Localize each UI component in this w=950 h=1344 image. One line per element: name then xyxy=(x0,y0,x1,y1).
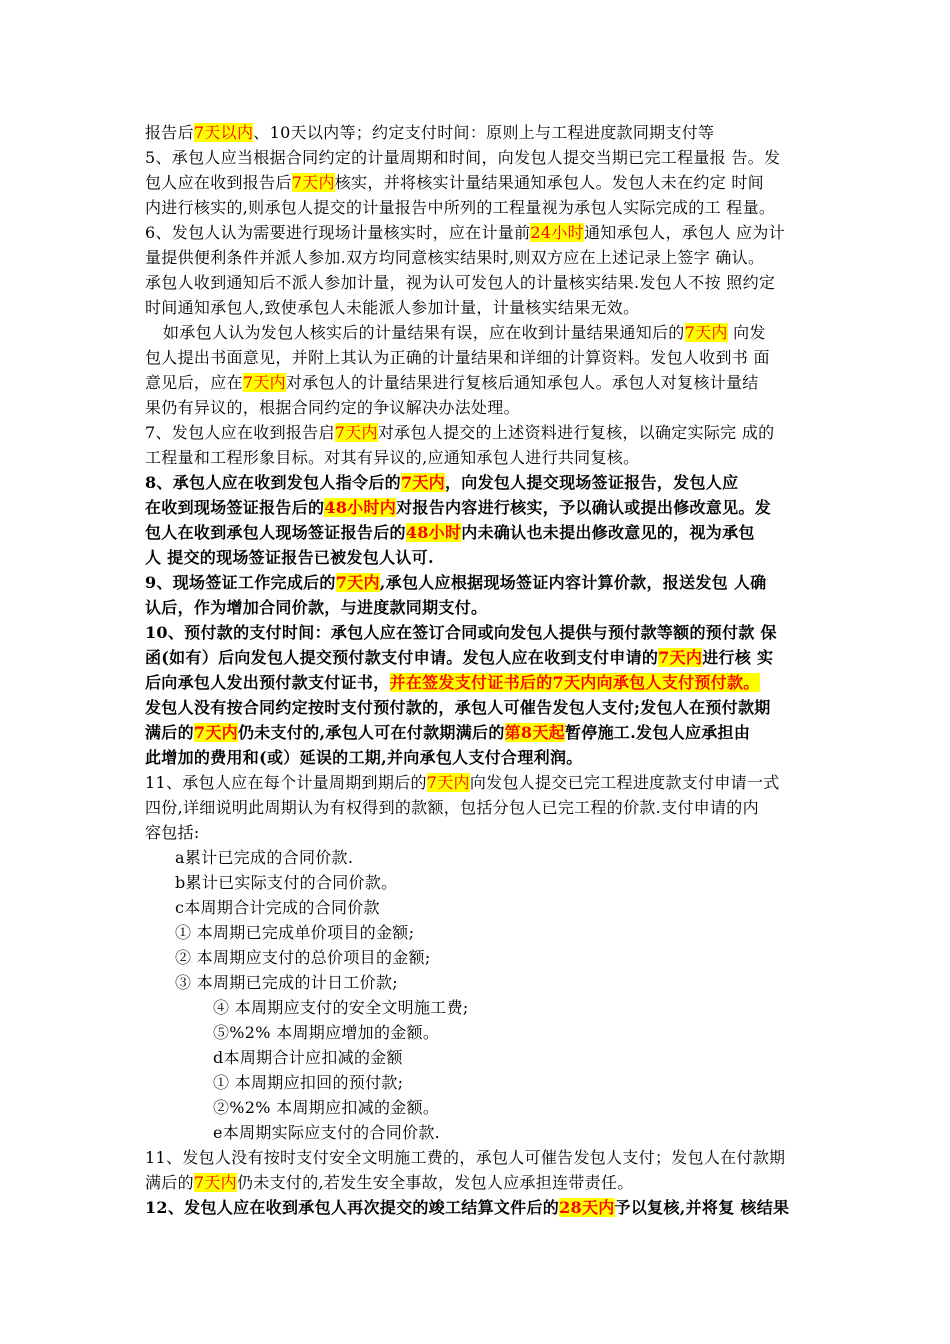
highlighted-deadline: 7天内 xyxy=(242,373,286,392)
text-segment: 6、发包人认为需要进行现场计量核实时，应在计量前 xyxy=(145,223,531,242)
highlighted-deadline: 7天内 xyxy=(291,173,335,192)
text-segment: ① 本周期应扣回的预付款; xyxy=(213,1073,404,1092)
text-segment: 暂停施工.发包人应承担由 xyxy=(564,723,751,742)
text-line xyxy=(145,145,780,170)
text-line xyxy=(145,245,764,270)
text-segment: 容包括: xyxy=(145,823,200,842)
text-line xyxy=(145,470,738,495)
text-line xyxy=(145,220,785,245)
text-segment: 时间通知承包人,致使承包人未能派人参加计量，计量核实结果无效。 xyxy=(145,298,640,317)
text-line xyxy=(145,495,771,520)
text-line xyxy=(145,395,520,420)
text-segment: 四份,详细说明此周期认为有权得到的款额，包括分包人已完工程的价款.支付申请的内 xyxy=(145,798,759,817)
highlighted-deadline: 7天内 xyxy=(193,1173,237,1192)
text-segment: 向发 xyxy=(727,323,766,342)
text-line xyxy=(145,770,780,795)
text-line xyxy=(145,195,775,220)
highlighted-deadline: 7天以内 xyxy=(193,123,254,142)
text-line xyxy=(175,870,397,895)
text-segment: 包人在收到承包人现场签证报告后的 xyxy=(145,523,406,542)
text-line xyxy=(145,645,773,670)
text-line xyxy=(145,670,760,695)
text-segment: 工程量和工程形象目标。对其有异议的,应通知承包人进行共同复核。 xyxy=(145,448,640,467)
text-segment: 包人提出书面意见，并附上其认为正确的计量结果和详细的计算资料。发包人收到书 面 xyxy=(145,348,770,367)
text-line xyxy=(145,795,759,820)
text-segment: ③ 本周期已完成的计日工价款; xyxy=(175,973,398,992)
text-line xyxy=(145,120,714,145)
text-segment: 对承包人的计量结果进行复核后通知承包人。承包人对复核计量结 xyxy=(285,373,759,392)
text-segment: 量提供便利条件并派人参加.双方均同意核实结果时,则双方应在上述记录上签字 确认。 xyxy=(145,248,765,267)
text-segment: 内进行核实的,则承包人提交的计量报告中所列的工程量视为承包人实际完成的工 程量。 xyxy=(145,198,776,217)
text-segment: 12、发包人应在收到承包人再次提交的竣工结算文件后的 xyxy=(145,1198,560,1217)
text-segment: 核实，并将核实计量结果通知承包人。发包人未在约定 时间 xyxy=(334,173,764,192)
text-segment: e本周期实际应支付的合同价款. xyxy=(213,1123,441,1142)
text-line xyxy=(145,1145,785,1170)
highlighted-deadline: 7天内 xyxy=(684,323,728,342)
text-segment: ② 本周期应支付的总价项目的金额; xyxy=(175,948,431,967)
text-line xyxy=(145,270,775,295)
highlighted-deadline: 7天内 xyxy=(400,473,445,492)
text-segment: ④ 本周期应支付的安全文明施工费; xyxy=(213,998,469,1017)
text-segment: 向发包人提交已完工程进度款支付申请一式 xyxy=(469,773,780,792)
text-segment: 承包人收到通知后不派人参加计量，视为认可发包人的计量核实结果.发包人不按 照约定 xyxy=(145,273,776,292)
text-segment: 认后，作为增加合同价款，与进度款同期支付。 xyxy=(145,598,488,617)
text-line xyxy=(213,1070,403,1095)
text-segment: 包人应在收到报告后 xyxy=(145,173,292,192)
highlighted-deadline: 7天内 xyxy=(193,723,238,742)
text-segment: 对报告内容进行核实，予以确认或提出修改意见。发 xyxy=(396,498,771,517)
text-line xyxy=(145,420,774,445)
text-line xyxy=(213,1120,440,1145)
text-line xyxy=(145,595,487,620)
text-line xyxy=(145,520,755,545)
text-line xyxy=(213,1020,439,1045)
text-line xyxy=(175,920,414,945)
text-segment: 仍未支付的,若发生安全事故，发包人应承担连带责任。 xyxy=(237,1173,634,1192)
text-segment: 、10天以内等；约定支付时间：原则上与工程进度款同期支付等 xyxy=(253,123,715,142)
text-segment: 对承包人提交的上述资料进行复核，以确定实际完 成的 xyxy=(377,423,775,442)
text-line xyxy=(175,895,380,920)
text-line xyxy=(145,695,771,720)
text-segment: 发包人没有按合同约定按时支付预付款的，承包人可催告发包人支付;发包人在预付款期 xyxy=(145,698,771,717)
text-segment: 8、承包人应在收到发包人指令后的 xyxy=(145,473,401,492)
text-segment: 予以复核,并将复 核结果 xyxy=(614,1198,790,1217)
text-line xyxy=(175,970,398,995)
text-line xyxy=(175,845,353,870)
text-line xyxy=(145,345,770,370)
text-segment: 人 提交的现场签证报告已被发包人认可. xyxy=(145,548,434,567)
highlighted-deadline: 28天内 xyxy=(559,1198,615,1217)
text-segment: 11、发包人没有按时支付安全文明施工费的，承包人可催告发包人支付；发包人在付款期 xyxy=(145,1148,786,1167)
text-line xyxy=(145,745,583,770)
text-segment: ① 本周期已完成单价项目的金额; xyxy=(175,923,415,942)
text-segment: 如承包人认为发包人核实后的计量结果有误，应在收到计量结果通知后的 xyxy=(163,323,685,342)
text-segment: 报告后 xyxy=(145,123,194,142)
text-segment: a累计已完成的合同价款. xyxy=(175,848,354,867)
text-segment: 在收到现场签证报告后的 xyxy=(145,498,325,517)
text-line xyxy=(145,820,200,845)
text-segment: 7、发包人应在收到报告启 xyxy=(145,423,335,442)
text-line xyxy=(145,620,777,645)
text-line xyxy=(175,945,431,970)
text-segment: c本周期合计完成的合同价款 xyxy=(175,898,380,917)
highlighted-deadline: 7天内 xyxy=(426,773,470,792)
text-segment: ②%2% 本周期应扣减的金额。 xyxy=(213,1098,440,1117)
text-segment: 内未确认也未提出修改意见的，视为承包 xyxy=(461,523,755,542)
text-line xyxy=(145,445,639,470)
text-line xyxy=(213,1095,439,1120)
highlighted-deadline: 并在签发支付证书后的7天内向承包人支付预付款。 xyxy=(389,673,760,692)
text-line xyxy=(213,1045,403,1070)
text-line xyxy=(145,545,434,570)
text-segment: ，向发包人提交现场签证报告，发包人应 xyxy=(444,473,739,492)
highlighted-deadline: 48小时内 xyxy=(324,498,397,517)
highlighted-deadline: 7天内 xyxy=(658,648,703,667)
text-line xyxy=(145,1195,789,1220)
text-segment: 满后的 xyxy=(145,1173,194,1192)
text-line xyxy=(145,1170,634,1195)
text-segment: b累计已实际支付的合同价款。 xyxy=(175,873,398,892)
text-line xyxy=(213,995,469,1020)
highlighted-deadline: 24小时 xyxy=(530,223,584,242)
text-segment: ⑤%2% 本周期应增加的金额。 xyxy=(213,1023,440,1042)
text-segment: 仍未支付的,承包人可在付款期满后的 xyxy=(237,723,505,742)
text-line xyxy=(145,370,759,395)
text-line xyxy=(145,295,639,320)
text-segment: 通知承包人，承包人 应为计 xyxy=(583,223,785,242)
text-segment: 10、预付款的支付时间：承包人应在签订合同或向发包人提供与预付款等额的预付款 保 xyxy=(145,623,777,642)
text-line xyxy=(145,720,750,745)
text-segment: 满后的 xyxy=(145,723,194,742)
text-segment: 进行核 实 xyxy=(702,648,774,667)
text-line xyxy=(145,170,764,195)
text-line xyxy=(145,570,766,595)
highlighted-deadline: 48小时 xyxy=(405,523,462,542)
text-segment: 5、承包人应当根据合同约定的计量周期和时间，向发包人提交当期已完工程量报 告。发 xyxy=(145,148,781,167)
text-segment: d本周期合计应扣减的金额 xyxy=(213,1048,403,1067)
text-segment: 9、现场签证工作完成后的 xyxy=(145,573,336,592)
highlighted-deadline: 7天内 xyxy=(334,423,378,442)
text-line xyxy=(163,320,766,345)
text-segment: 意见后，应在 xyxy=(145,373,243,392)
text-segment: 函(如有）后向发包人提交预付款支付申请。发包人应在收到支付申请的 xyxy=(145,648,659,667)
text-segment: 11、承包人应在每个计量周期到期后的 xyxy=(145,773,427,792)
text-segment: ,承包人应根据现场签证内容计算价款，报送发包 人确 xyxy=(379,573,767,592)
highlighted-deadline: 7天内 xyxy=(335,573,380,592)
highlighted-deadline: 第8天起 xyxy=(504,723,565,742)
text-segment: 后向承包人发出预付款支付证书， xyxy=(145,673,390,692)
text-segment: 此增加的费用和(或）延误的工期,并向承包人支付合理利润。 xyxy=(145,748,583,767)
text-segment: 果仍有异议的，根据合同约定的争议解决办法处理。 xyxy=(145,398,520,417)
